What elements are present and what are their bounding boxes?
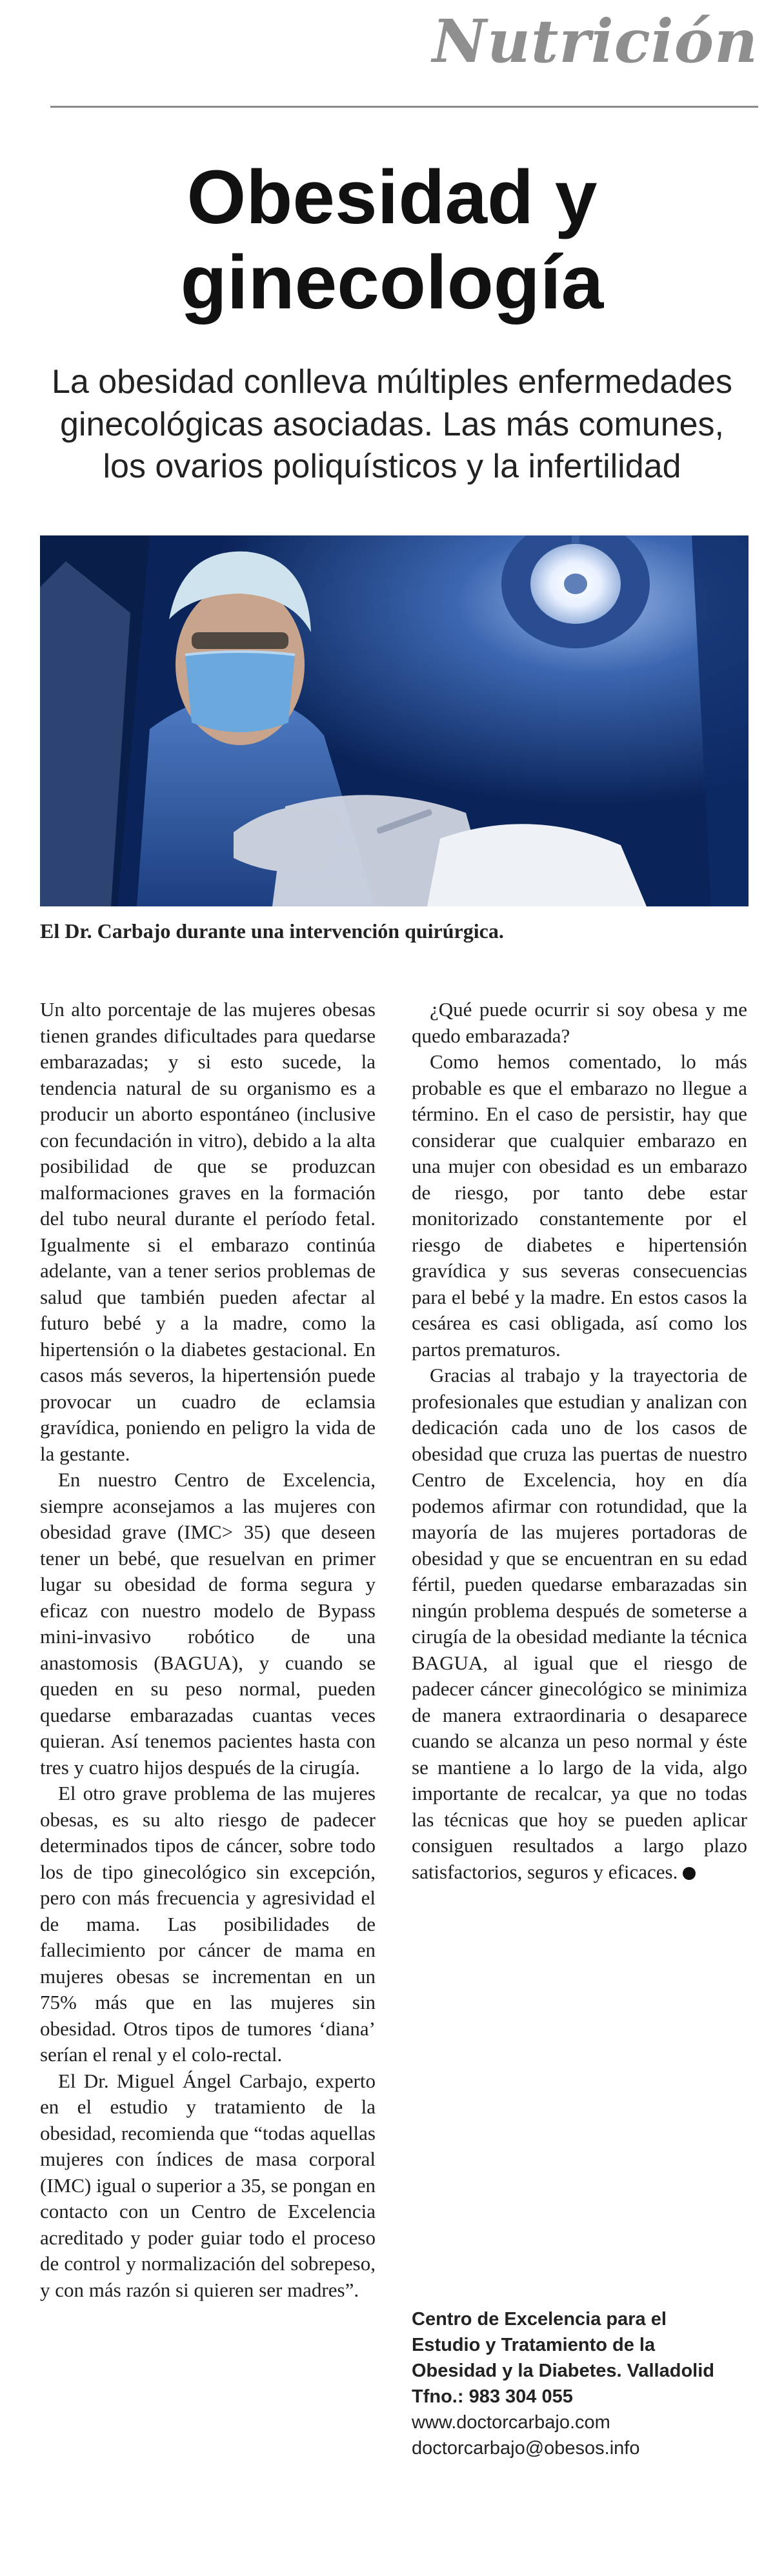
contact-phone: Tfno.: 983 304 055 [412,2386,573,2407]
surgeon-illustration [40,535,749,906]
contact-line-1: Centro de Excelencia para el [412,2309,667,2330]
article-subhead [26,361,758,488]
paragraph-1: Un alto porcentaje de las mujeres obesas tienen grandes dificultades para quedarse embarazadas; y si esto sucede, la tendencia natural de su organismo es a producir un aborto espontáneo (inclusive con fecundación in vitro), debido a la alta posibilidad de que se produzcan malformaciones graves en la formación del tubo neural durante el período fetal. Igualmente si el embarazo continúa adelante, van a tener serios problemas de salud que también pueden afectar al futuro bebé y a la madre, como la hipertensión o la diabetes gestacional. En casos más severos, la hipertensión puede provocar un cuadro de eclamsia gravídica, poniendo en peligro la vida de la gestante. [40,998,376,1465]
surgery-photo [40,535,749,906]
article-column-right [412,997,747,1885]
headline-line-2: ginecología [180,240,604,326]
paragraph-7 [412,1363,747,1885]
end-of-article-bullet [683,1867,696,1880]
paragraph-4: El Dr. Miguel Ángel Carbajo, experto en el estudio y tratamiento de la obesidad, recomienda que “todas aquellas mujeres con índices de masa corporal (IMC) igual o superior a 35, se pongan en contacto con un Centro de Excelencia acreditado y poder guiar todo el proceso de control y normalización del sobrepeso, y con más razón si quieren ser madres”. [40,2069,376,2301]
paragraph-6: Como hemos comentado, lo más probable es que el embarazo no llegue a término. En el caso de persistir, hay que considerar que cualquier embarazo en una mujer con obesidad es un embarazo de riesgo, por tanto debe estar monitorizado constantemente por el riesgo de diabetes e hipertensión gravídica y sus severas consecuencias para el bebé y la madre. En estos casos la cesárea es casi obligada, así como los partos prematuros. [412,1050,747,1361]
contact-block [412,2306,760,2461]
subhead-line-3: los ovarios poliquísticos y la infertilidad [103,448,681,486]
paragraph-3: El otro grave problema de las mujeres obesas, es su alto riesgo de padecer determinados tipos de cáncer, sobre todo los de tipo ginecológico sin excepción, pero con más frecuencia y agresividad el de mama. Las posibilidades de fallecimiento por cáncer de mama en mujeres obesas se incrementan en un 75% más que en las mujeres sin obesidad. Otros tipos de tumores ‘diana’ serían el renal y el colo-rectal. [40,1782,376,2066]
contact-website[interactable]: www.doctorcarbajo.com [412,2412,610,2433]
photo-caption: El Dr. Carbajo durante una intervención quirúrgica. [40,919,504,943]
paragraph-5: ¿Qué puede ocurrir si soy obesa y me quedo embarazada? [412,998,747,1047]
contact-line-3: Obesidad y la Diabetes. Valladolid [412,2361,714,2381]
paragraph-7-text: Gracias al trabajo y la trayectoria de profesionales que estudian y analizan con dedicación cada uno de los casos de obesidad que cruza las puertas de nuestro Centro de Excelencia, hoy en día podemos afirmar con rotundidad, que la mayoría de las mujeres portadoras de obesidad y que se encuentran en su edad fértil, pueden quedarse embarazadas sin ningún problema después de someterse a cirugía de la obesidad mediante la técnica BAGUA, al igual que el riesgo de padecer cáncer ginecológico se minimiza de manera extraordinaria o desaparece cuando se alcanza un peso normal y éste se mantiene a lo largo de la vida, algo importante de recalcar, ya que no todas las técnicas que hoy se pueden aplicar consiguen resultados a largo plazo satisfactorios, seguros y eficaces. [412,1364,747,1883]
article-headline [0,155,784,325]
headline-line-1: Obesidad y [186,155,598,240]
section-label: Nutrición [432,6,758,76]
contact-email[interactable]: doctorcarbajo@obesos.info [412,2438,640,2459]
subhead-line-2: ginecológicas asociadas. Las más comunes, [59,405,724,443]
article-column-left [40,997,376,2303]
subhead-line-1: La obesidad conlleva múltiples enfermedades [51,363,733,401]
paragraph-2: En nuestro Centro de Excelencia, siempre aconsejamos a las mujeres con obesidad grave (IMC> 35) que deseen tener un bebé, que resuelvan en primer lugar su obesidad de forma segura y eficaz con nuestro modelo de Bypass mini-invasivo robótico de una anastomosis (BAGUA), y cuando se queden en su peso normal, pueden quedarse embarazadas cuantas veces quieran. Así tenemos pacientes hasta con tres y cuatro hijos después de la cirugía. [40,1468,376,1779]
contact-line-2: Estudio y Tratamiento de la [412,2335,656,2355]
header-rule [50,106,758,108]
